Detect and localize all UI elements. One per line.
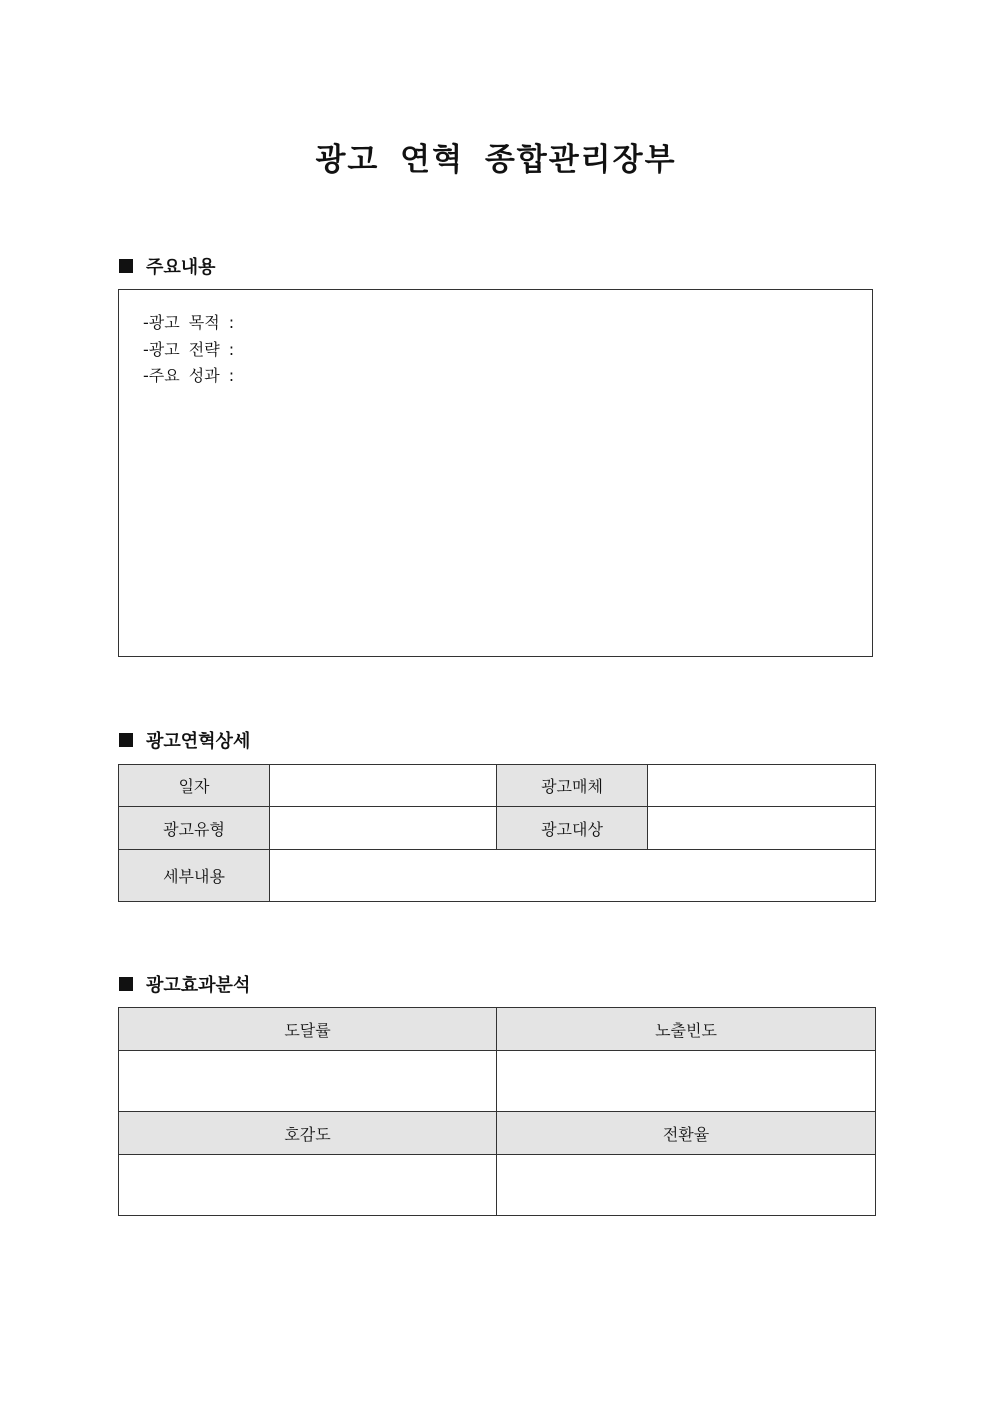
reach-field[interactable] (119, 1051, 497, 1112)
effect-header-row-1 (119, 1008, 876, 1051)
target-label: 광고대상 (497, 807, 648, 850)
summary-section-heading-label: 주요내용 (146, 257, 216, 278)
detail-row-details (119, 850, 876, 902)
summary-line-results: -주요 성과 : (143, 366, 235, 385)
detail-table (118, 764, 876, 902)
square-bullet-icon (119, 733, 133, 747)
media-label: 광고매체 (497, 765, 648, 807)
conversion-field[interactable] (497, 1155, 876, 1216)
date-label: 일자 (119, 765, 270, 807)
document-title: 광고 연혁 종합관리장부 (315, 142, 677, 178)
effect-section-heading-label: 광고효과분석 (146, 975, 251, 996)
square-bullet-icon (119, 259, 133, 273)
detail-section-heading (119, 727, 250, 753)
square-bullet-icon (119, 977, 133, 991)
favorability-field[interactable] (119, 1155, 497, 1216)
frequency-field[interactable] (497, 1051, 876, 1112)
summary-line-purpose: -광고 목적 : (143, 313, 235, 332)
detail-row-type-target (119, 807, 876, 850)
summary-section-heading (119, 253, 216, 279)
date-field[interactable] (270, 765, 497, 807)
type-field[interactable] (270, 807, 497, 850)
effect-value-row-2 (119, 1155, 876, 1216)
summary-box[interactable] (118, 289, 873, 657)
summary-line-strategy: -광고 전략 : (143, 339, 235, 359)
frequency-label: 노출빈도 (497, 1008, 876, 1051)
effect-header-row-2 (119, 1112, 876, 1155)
reach-label: 도달률 (119, 1008, 497, 1051)
details-label: 세부내용 (119, 850, 270, 902)
detail-row-date-media (119, 765, 876, 807)
details-field[interactable] (270, 850, 876, 902)
conversion-label: 전환율 (497, 1112, 876, 1155)
detail-section-heading-label: 광고연혁상세 (146, 731, 251, 752)
effect-table (118, 1007, 876, 1216)
effect-section-heading (119, 971, 250, 997)
effect-value-row-1 (119, 1051, 876, 1112)
type-label: 광고유형 (119, 807, 270, 850)
target-field[interactable] (648, 807, 876, 850)
media-field[interactable] (648, 765, 876, 807)
favorability-label: 호감도 (119, 1112, 497, 1155)
